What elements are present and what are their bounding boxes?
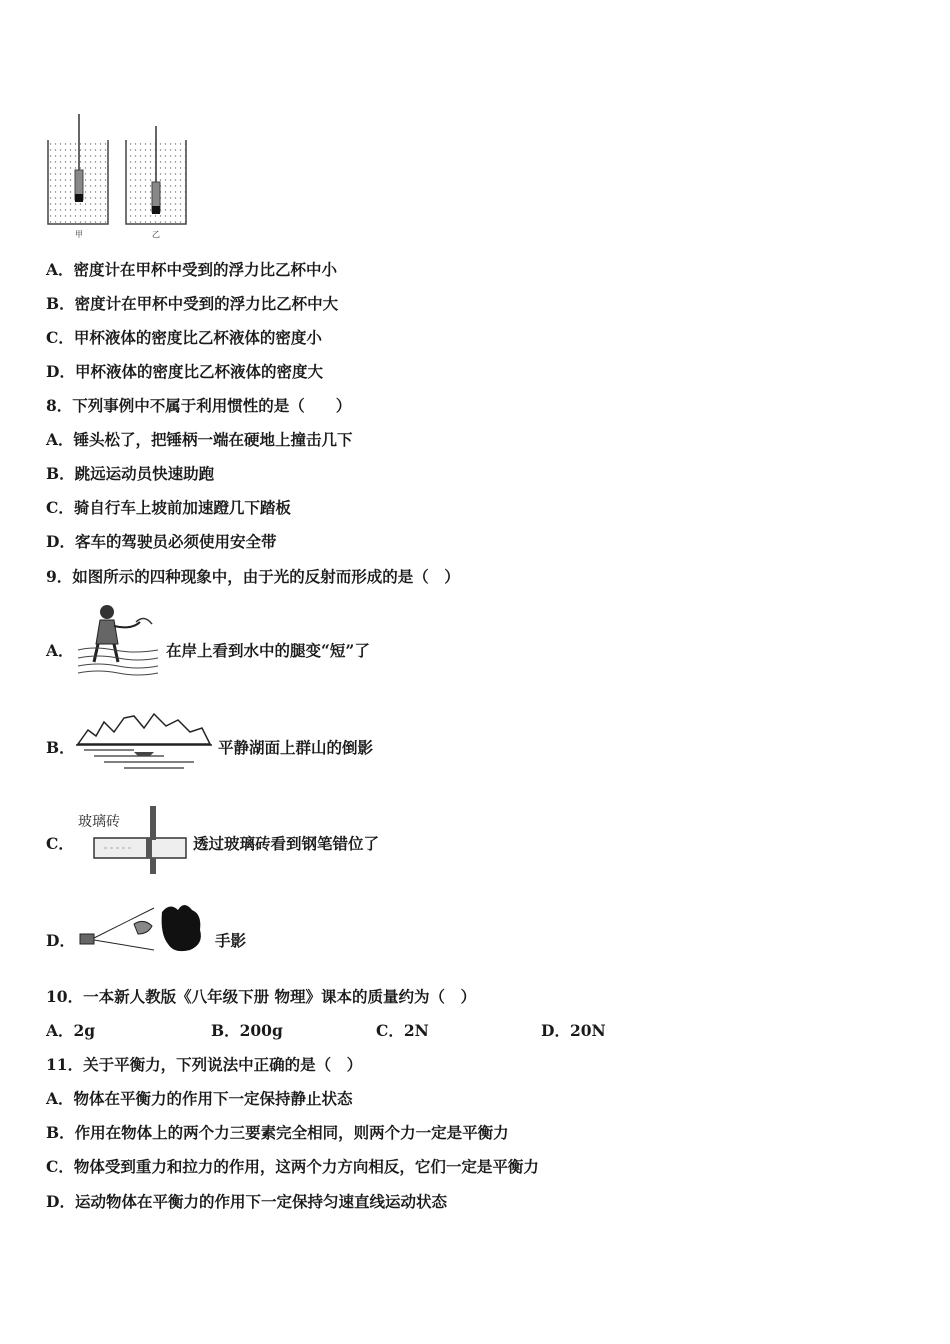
q9-stem: 9．如图所示的四种现象中，由于光的反射而形成的是（ ） [46, 567, 460, 586]
q8-option-c: C．骑自行车上坡前加速蹬几下踏板 [46, 498, 291, 517]
beaker-label-right: 乙 [152, 230, 160, 239]
q9-option-d-caption: 手影 [215, 931, 247, 950]
hydrometer-beakers-figure [44, 112, 194, 240]
q8-option-d: D．客车的驾驶员必须使用安全带 [46, 532, 277, 551]
q7-option-c: C．甲杯液体的密度比乙杯液体的密度小 [46, 328, 322, 347]
q9-option-b-letter: B． [46, 738, 75, 757]
q7-option-b: B．密度计在甲杯中受到的浮力比乙杯中大 [46, 294, 339, 313]
q8-stem: 8．下列事例中不属于利用惯性的是（ ） [46, 396, 352, 415]
q8-option-b: B．跳远运动员快速助跑 [46, 464, 215, 483]
glass-brick-label: 玻璃砖 [78, 814, 120, 830]
q8-option-a: A．锤头松了，把锤柄一端在硬地上撞击几下 [46, 430, 353, 449]
q9-option-c-letter: C． [46, 834, 74, 853]
glass-brick-pen-figure [74, 804, 190, 876]
q10-option-a: A．2g [46, 1021, 96, 1040]
q9-option-b-caption: 平静湖面上群山的倒影 [218, 738, 374, 757]
q9-option-d-letter: D． [46, 931, 75, 950]
q11-option-b: B．作用在物体上的两个力三要素完全相同，则两个力一定是平衡力 [46, 1123, 509, 1142]
q9-option-c-caption: 透过玻璃砖看到钢笔错位了 [193, 834, 380, 853]
q7-option-a: A．密度计在甲杯中受到的浮力比乙杯中小 [46, 260, 338, 279]
q11-option-c: C．物体受到重力和拉力的作用，这两个力方向相反，它们一定是平衡力 [46, 1157, 539, 1176]
mountain-reflection-figure [74, 708, 214, 774]
q11-option-a: A．物体在平衡力的作用下一定保持静止状态 [46, 1089, 353, 1108]
q11-stem: 11．关于平衡力，下列说法中正确的是（ ） [46, 1055, 363, 1074]
hand-shadow-figure [74, 900, 212, 956]
q10-option-c: C．2N [376, 1021, 429, 1040]
leg-in-water-figure [74, 600, 160, 676]
q7-option-d: D．甲杯液体的密度比乙杯液体的密度大 [46, 362, 323, 381]
beaker-label-left: 甲 [75, 230, 83, 239]
q10-stem: 10．一本新人教版《八年级下册 物理》课本的质量约为（ ） [46, 987, 476, 1006]
q9-option-a-letter: A． [46, 641, 74, 660]
q11-option-d: D．运动物体在平衡力的作用下一定保持匀速直线运动状态 [46, 1192, 447, 1211]
q10-option-b: B．200g [211, 1021, 283, 1040]
q10-option-d: D．20N [541, 1021, 606, 1040]
q9-option-a-caption: 在岸上看到水中的腿变“短”了 [166, 641, 370, 660]
